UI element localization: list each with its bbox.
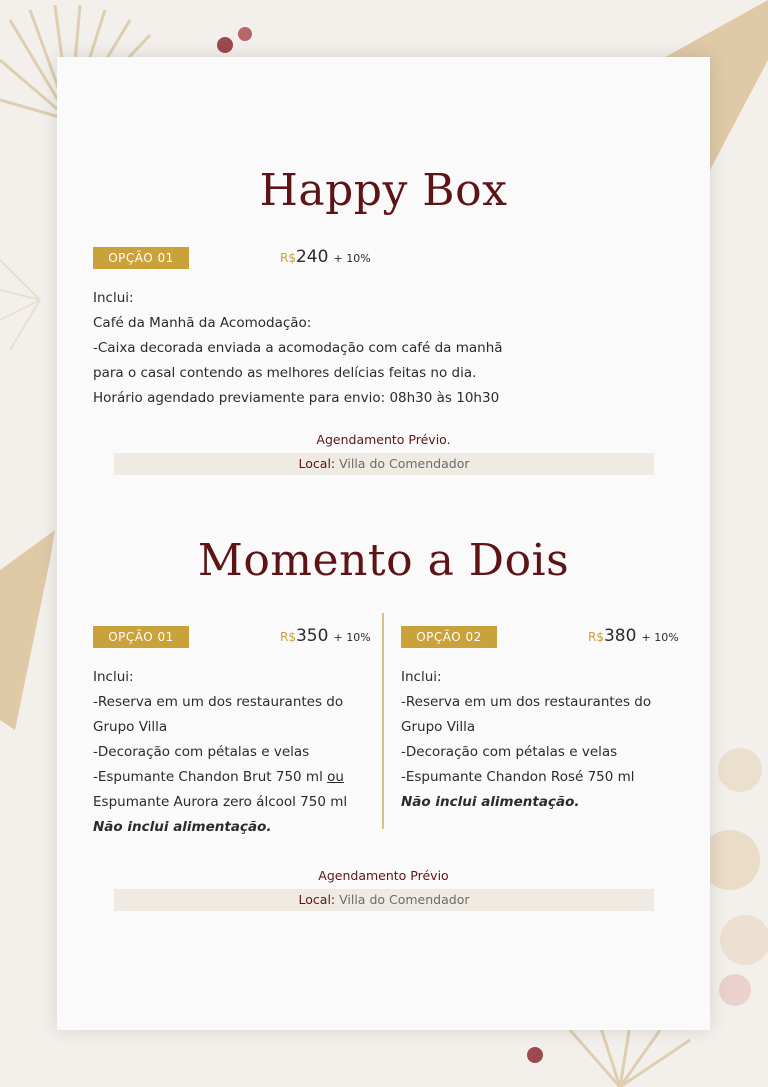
no-food-notice: Não inclui alimentação. [401, 794, 580, 810]
description-line: -Espumante Chandon Rosé 750 ml [401, 769, 635, 785]
momento-option1-price [280, 626, 371, 646]
currency: R$ [280, 251, 296, 265]
price-amount: 350 [295, 626, 329, 646]
location-label: Local: [298, 892, 336, 907]
description-line: -Decoração com pétalas e velas [401, 744, 618, 760]
momento-option1-badge: OPÇÃO 01 [93, 626, 189, 648]
description-line: -Reserva em um dos restaurantes do [93, 694, 344, 710]
price-tax: + 10% [333, 252, 371, 265]
description-line: Espumante Aurora zero álcool 750 ml [93, 794, 348, 810]
description-line: -Caixa decorada enviada a acomodação com café da manhã [93, 340, 503, 356]
location-value: Villa do Comendador [339, 892, 470, 907]
description-line: Inclui: [93, 669, 134, 685]
menu-card [57, 57, 710, 1030]
happy-box-scheduling-note: Agendamento Prévio. [316, 432, 451, 447]
or-text: ou [327, 769, 344, 785]
price-amount: 240 [295, 247, 329, 267]
momento-option2-description [401, 665, 651, 815]
description-line: Horário agendado previamente para envio: 08h30 às 10h30 [93, 390, 500, 406]
momento-option1-description [93, 665, 347, 840]
momento-option2-price [588, 626, 679, 646]
no-food-notice: Não inclui alimentação. [93, 819, 272, 835]
location-label: Local: [298, 456, 336, 471]
happy-box-title: Happy Box [259, 165, 508, 216]
happy-box-option-badge: OPÇÃO 01 [93, 247, 189, 269]
bottom-palm-decoration [510, 1020, 730, 1087]
description-line: Inclui: [401, 669, 442, 685]
description-line: para o casal contendo as melhores delícias feitas no dia. [93, 365, 477, 381]
price-tax: + 10% [333, 631, 371, 644]
berries-decoration [210, 20, 270, 60]
description-line: Grupo Villa [401, 719, 476, 735]
happy-box-price [280, 247, 371, 267]
espumante-text: -Espumante Chandon Brut 750 ml [93, 769, 323, 785]
currency: R$ [280, 630, 296, 644]
column-divider [382, 613, 384, 829]
location-value: Villa do Comendador [339, 456, 470, 471]
momento-location-bar [114, 889, 654, 911]
price-tax: + 10% [641, 631, 679, 644]
price-amount: 380 [603, 626, 637, 646]
description-line: -Reserva em um dos restaurantes do [401, 694, 652, 710]
description-line: Grupo Villa [93, 719, 168, 735]
description-line: Café da Manhã da Acomodação: [93, 315, 312, 331]
brush-stroke-left-decoration [0, 530, 60, 730]
happy-box-description [93, 286, 503, 411]
momento-scheduling-note: Agendamento Prévio [318, 868, 449, 883]
description-line: Inclui: [93, 290, 134, 306]
currency: R$ [588, 630, 604, 644]
momento-option2-badge: OPÇÃO 02 [401, 626, 497, 648]
momento-title: Momento a Dois [197, 535, 570, 586]
happy-box-location-bar [114, 453, 654, 475]
description-line [93, 765, 347, 790]
description-line: -Decoração com pétalas e velas [93, 744, 310, 760]
